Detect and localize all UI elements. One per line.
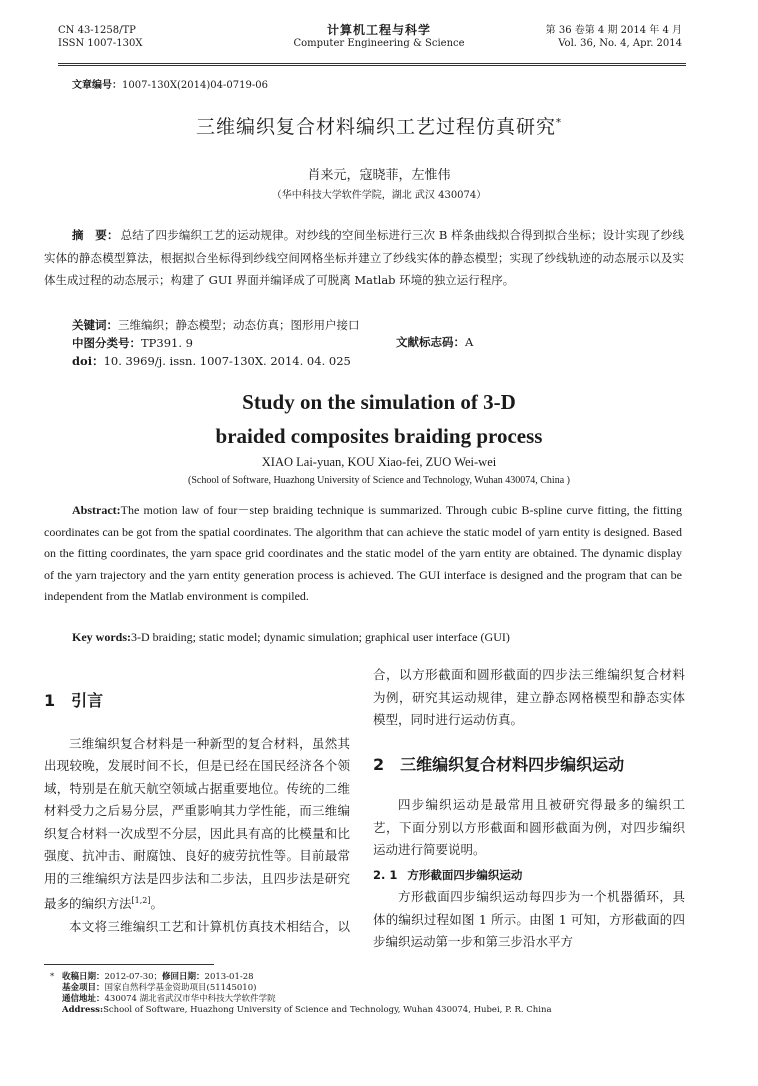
keywords-cn-label: 关键词：: [72, 318, 118, 332]
doc-code-label: 文献标志码：: [396, 335, 465, 349]
section-1-paragraph-2-continued: 合，以方形截面和圆形截面的四步法三维编织复合材料为例，研究其运动规律，建立静态网格模型和静态实体模型，同时进行运动仿真。: [373, 667, 685, 727]
keywords-en-text: 3-D braiding; static model; dynamic simulation; graphical user interface (GUI): [131, 630, 510, 644]
revised-label: 修回日期：: [162, 972, 205, 982]
title-en-line2: braided composites braiding process: [215, 424, 543, 448]
abstract-cn-label: 摘 要：: [72, 228, 119, 242]
keywords-en: [72, 630, 510, 645]
keywords-cn: [72, 316, 360, 334]
citation-1-2: [1,2]: [131, 896, 151, 905]
affiliation-en: (School of Software, Huazhong University of Science and Technology, Wuhan 430074, China ): [188, 475, 570, 486]
section-2-title: 三维编织复合材料四步编织运动: [400, 754, 625, 774]
title-cn-text: 三维编织复合材料编织工艺过程仿真研究: [195, 116, 556, 138]
section-1-para1-end: 。: [150, 896, 163, 912]
footnote-fund: [62, 983, 702, 994]
received-label: 收稿日期：: [62, 972, 105, 982]
doc-code-value: A: [465, 335, 474, 349]
cn-code: CN 43-1258/TP: [58, 25, 136, 36]
affiliation-cn: （华中科技大学软件学院，湖北 武汉 430074）: [271, 190, 487, 201]
paper-title-cn: [0, 112, 758, 139]
clc-label: 中图分类号：: [72, 336, 141, 350]
keywords-en-label: Key words:: [72, 630, 131, 644]
title-en-line1: Study on the simulation of 3-D: [242, 390, 516, 414]
fund-text: 国家自然科学基金资助项目(51145010): [104, 983, 257, 993]
footnote-address-en: [62, 1005, 702, 1016]
address-en-label: Address:: [62, 1005, 104, 1015]
section-1-paragraph-1: [44, 733, 350, 916]
volume-cn: 第 36 卷第 4 期 2014 年 4 月: [545, 25, 682, 36]
received-date: 2012-07-30；: [104, 972, 163, 982]
footnote: [50, 972, 702, 1016]
subsection-2-1-heading: [373, 864, 685, 887]
authors-en: XIAO Lai-yuan, KOU Xiao-fei, ZUO Wei-wei: [261, 455, 497, 469]
journal-title-en: Computer Engineering & Science: [293, 38, 465, 49]
header-rule-thin: [58, 65, 686, 66]
paper-title-en: [0, 385, 758, 453]
authors-cn: 肖来元，寇晓菲，左惟伟: [307, 168, 451, 183]
footnote-address: [62, 994, 702, 1005]
abstract-cn: [44, 224, 684, 292]
fund-label: 基金项目：: [62, 983, 105, 993]
section-1-para1-text: 三维编织复合材料是一种新型的复合材料，虽然其出现较晚，发展时间不长，但是已经在国民经济各个领域，特别是在航天航空领域占据重要地位。传统的二维材料受力之后易分层，严重影响其力学性能，而三维编织复合材料一次成型不分层，因此具有高的比模量和比强度、抗冲击、耐腐蚀、良好的疲劳抗性等。目前最常用的三维编织方法是四步法和二步法，且四步法是研究最多的编织方法: [44, 735, 350, 912]
article-number-value: 1007-130X(2014)04-0719-06: [122, 80, 268, 91]
issn: ISSN 1007-130X: [58, 38, 143, 49]
header-rule: [58, 63, 686, 64]
article-number: [72, 76, 268, 91]
section-1-title: 引言: [71, 691, 104, 710]
section-2-number: 2: [373, 754, 385, 774]
section-1-heading: [44, 690, 350, 713]
volume-info: [546, 24, 682, 50]
left-column: [44, 690, 350, 938]
doi-label: doi：: [72, 354, 104, 368]
section-2-paragraph-1: 四步编织运动是最常用且被研究得最多的编织工艺，下面分别以方形截面和圆形截面为例，对四步编织运动进行简要说明。: [373, 797, 685, 857]
doi-value: 10. 3969/j. issn. 1007-130X. 2014. 04. 025: [103, 354, 351, 368]
footnote-star: *: [50, 972, 55, 982]
subsection-2-1-paragraph: 方形截面四步编织运动每四步为一个机器循环，具体的编织过程如图 1 所示。由图 1 可知，方形截面的四步编织运动第一步和第三步沿水平方: [373, 889, 685, 949]
section-1-paragraph-2: 本文将三维编织工艺和计算机仿真技术相结合，以: [69, 918, 350, 934]
subsection-2-1-number: 2. 1: [373, 867, 398, 882]
keywords-cn-text: 三维编织；静态模型；动态仿真；图形用户接口: [118, 318, 360, 332]
clc-number: [72, 334, 193, 352]
article-number-label: 文章编号：: [72, 80, 122, 91]
abstract-cn-text: 总结了四步编织工艺的运动规律。对纱线的空间坐标进行三次 B 样条曲线拟合得到拟合坐标；设计实现了纱线实体的静态模型算法，根据拟合坐标得到纱线空间网格坐标并建立了纱线实体的静态模型；实现了纱线轨迹的动态展示以及实体生成过程的动态展示；构建了 GUI 界面并编译成了可脱离 Matlab 环境的独立运行程序。: [44, 228, 685, 287]
section-2-heading: [373, 754, 685, 777]
document-code: [396, 334, 473, 350]
abstract-en-text: The motion law of four－step braiding technique is summarized. Through cubic B-spline curve fitting, the fitting coordinates can be got from the spatial coordinates. The algorithm that can achieve the static model of yarn entity is designed. Based on the fitting coordinates, the yarn space grid coordinates and the static model of the yarn entity are obtained. The dynamic display of the yarn trajectory and the yarn entity generation process is achieved. The GUI interface is designed and the program that can be independent from the Matlab environment is compiled.: [44, 503, 682, 603]
title-footnote-mark: *: [556, 117, 562, 129]
abstract-en: [44, 500, 682, 608]
doi: [72, 352, 351, 370]
right-column: [373, 664, 685, 954]
abstract-en-label: Abstract:: [72, 503, 121, 517]
address-text: 430074 湖北省武汉市华中科技大学软件学院: [104, 994, 276, 1004]
section-1-number: 1: [44, 691, 56, 710]
volume-en: Vol. 36, No. 4, Apr. 2014: [558, 38, 682, 49]
journal-title-cn: 计算机工程与科学: [326, 23, 431, 37]
revised-date: 2013-01-28: [204, 972, 254, 982]
address-en-text: School of Software, Huazhong University of Science and Technology, Wuhan 430074, Hubei, P. R. China: [103, 1005, 552, 1015]
clc-value: TP391. 9: [141, 336, 193, 350]
address-label: 通信地址：: [62, 994, 105, 1004]
footnote-rule: [44, 964, 214, 965]
footnote-dates: [62, 972, 702, 983]
subsection-2-1-title: 方形截面四步编织运动: [407, 867, 523, 882]
